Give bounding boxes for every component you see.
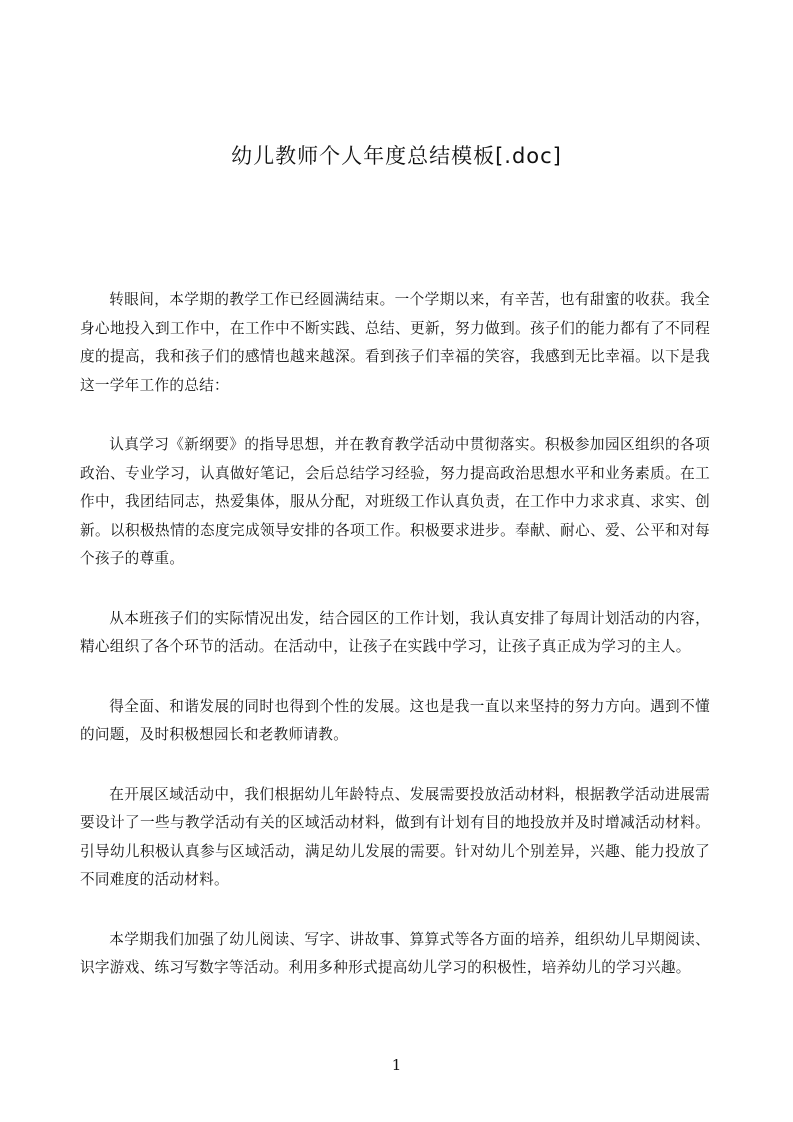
- paragraph-reading: 本学期我们加强了幼儿阅读、写字、讲故事、算算式等各方面的培养，组织幼儿早期阅读、识字游戏、练习写数字等活动。利用多种形式提高幼儿学习的积极性，培养幼儿的学习兴趣。: [80, 930, 710, 976]
- paragraph-development: 得全面、和谐发展的同时也得到个性的发展。这也是我一直以来坚持的努力方向。遇到不懂的问题，及时积极想园长和老教师请教。: [80, 697, 710, 743]
- paragraph-intro: 转眼间，本学期的教学工作已经圆满结束。一个学期以来，有辛苦，也有甜蜜的收获。我全身心地投入到工作中，在工作中不断实践、总结、更新，努力做到。孩子们的能力都有了不同程度的提高，我和孩子们的感情也越来越深。看到孩子们幸福的笑容，我感到无比幸福。以下是我这一学年工作的总结：: [80, 291, 710, 394]
- document-title: 幼儿教师个人年度总结模板[.doc]: [231, 144, 562, 168]
- paragraph-planning: 从本班孩子们的实际情况出发，结合园区的工作计划，我认真安排了每周计划活动的内容，精心组织了各个环节的活动。在活动中，让孩子在实践中学习，让孩子真正成为学习的主人。: [80, 609, 710, 655]
- page-number: 1: [391, 1056, 402, 1074]
- document-body: [80, 286, 710, 1014]
- paragraph-study: 认真学习《新纲要》的指导思想，并在教育教学活动中贯彻落实。积极参加园区组织的各项政治、专业学习，认真做好笔记，会后总结学习经验，努力提高政治思想水平和业务素质。在工作中，我团结同志，热爱集体，服从分配，对班级工作认真负责，在工作中力求求真、求实、创新。以积极热情的态度完成领导安排的各项工作。积极要求进步。奉献、耐心、爱、公平和对每个孩子的尊重。: [80, 436, 710, 567]
- paragraph-area-activities: 在开展区域活动中，我们根据幼儿年龄特点、发展需要投放活动材料，根据教学活动进展需要设计了一些与教学活动有关的区域活动材料，做到有计划有目的地投放并及时增减活动材料。引导幼儿积极认真参与区域活动，满足幼儿发展的需要。针对幼儿个别差异，兴趣、能力投放了不同难度的活动材料。: [80, 785, 710, 888]
